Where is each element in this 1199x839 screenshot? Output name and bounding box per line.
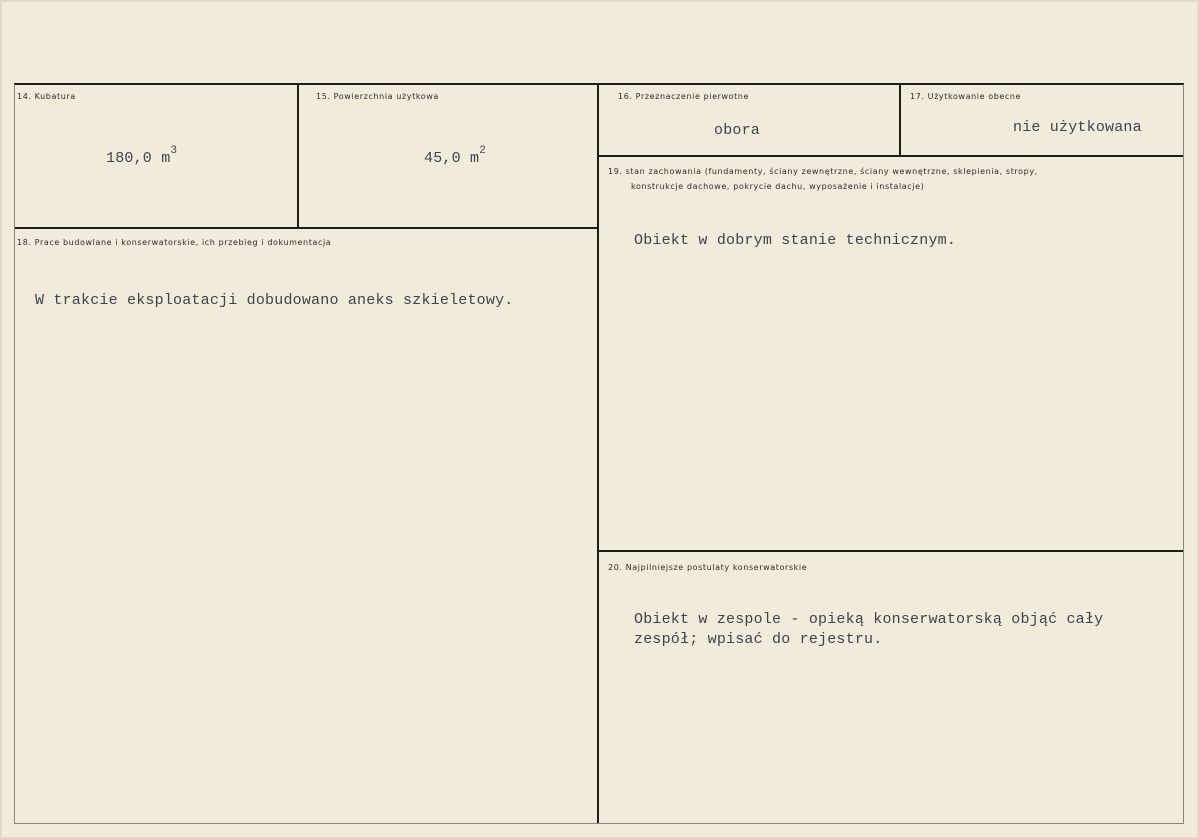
uzytkowanie-value: nie użytkowana xyxy=(1013,119,1142,136)
powierzchnia-label: 15. Powierzchnia użytkowa xyxy=(316,92,439,101)
divider-14-15 xyxy=(297,84,299,227)
rule-below-15 xyxy=(14,227,598,229)
postulaty-value-line1: Obiekt w zespole - opieką konserwatorską objąć cały xyxy=(634,611,1104,628)
left-edge xyxy=(14,84,15,824)
bottom-edge xyxy=(14,823,1184,824)
kubatura-exponent: 3 xyxy=(170,145,178,157)
rule-below-19 xyxy=(599,550,1184,552)
kubatura-value xyxy=(106,145,177,168)
divider-16-17 xyxy=(899,84,901,156)
right-edge xyxy=(1183,84,1184,824)
prace-label: 18. Prace budowlane i konserwatorskie, ich przebieg i dokumentacja xyxy=(17,238,332,247)
powierzchnia-number: 45,0 m xyxy=(424,150,480,167)
center-divider xyxy=(597,84,599,824)
top-rule xyxy=(14,83,1184,85)
postulaty-label: 20. Najpilniejsze postulaty konserwatorskie xyxy=(608,563,808,572)
stan-value: Obiekt w dobrym stanie technicznym. xyxy=(634,232,957,249)
kubatura-number: 180,0 m xyxy=(106,150,171,167)
prace-value: W trakcie eksploatacji dobudowano aneks szkieletowy. xyxy=(35,292,514,309)
postulaty-value-line2: zespół; wpisać do rejestru. xyxy=(634,631,883,648)
stan-label-line2: konstrukcje dachowe, pokrycie dachu, wyposażenie i instalacje) xyxy=(631,182,925,191)
przeznaczenie-value: obora xyxy=(714,122,761,139)
kubatura-label: 14. Kubatura xyxy=(17,92,76,101)
rule-below-17 xyxy=(599,155,1184,157)
uzytkowanie-label: 17. Użytkowanie obecne xyxy=(910,92,1022,101)
powierzchnia-exponent: 2 xyxy=(479,145,487,157)
powierzchnia-value xyxy=(424,145,486,168)
stan-label-line1: 19. stan zachowania (fundamenty, ściany zewnętrzne, ściany wewnętrzne, sklepienia, stropy, xyxy=(608,167,1038,176)
przeznaczenie-label: 16. Przeznaczenie pierwotne xyxy=(618,92,750,101)
